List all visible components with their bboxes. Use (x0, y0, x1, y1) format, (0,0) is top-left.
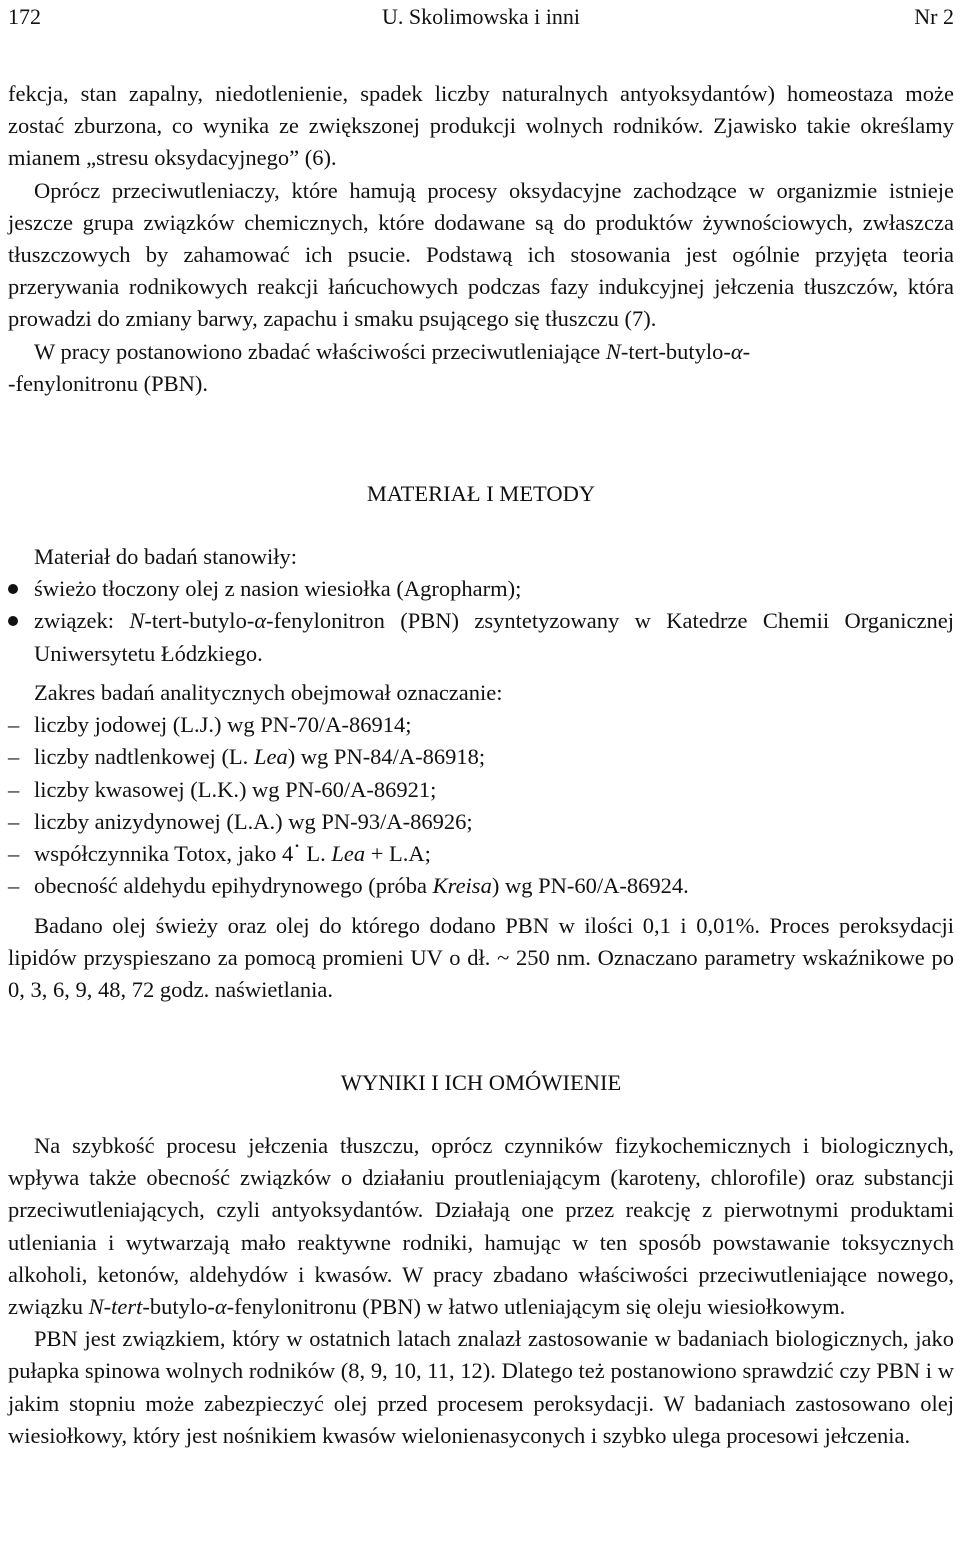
bullet-icon (8, 616, 18, 626)
intro-section (8, 78, 954, 400)
list-item: – liczby jodowej (L.J.) wg PN-70/A-86914; (8, 709, 954, 741)
page-number: 172 (8, 4, 41, 29)
analysis-intro: Zakres badań analitycznych obejmował oznaczanie: (34, 680, 503, 705)
analysis-list (8, 677, 954, 902)
results-paragraph-1: Na szybkość procesu jełczenia tłuszczu, oprócz czynników fizykochemicznych i biologicznych, wpływa także obecność związków o działaniu proutleniającym (karoteny, chlorofile) oraz substancji przeciwutleniających, czyli antyoksydantów. Działają one przez reakcję z pierwotnymi produktami utleniania i wytwarzają mało reaktywne rodniki, hamując w ten sposób powstawanie toksycznych alkoholi, ketonów, aldehydów i kwasów. W pracy zbadano właściwości przeciwutleniające nowego, związku N-tert-butylo-α-fenylonitronu (PBN) w łatwo utleniającym się oleju wiesiołkowym. (8, 1133, 954, 1320)
materials-intro: Materiał do badań stanowiły: (34, 544, 298, 569)
list-item: – obecność aldehydu epihydrynowego (próba Kreisa) wg PN-60/A-86924. (8, 870, 954, 902)
results-paragraph-2: PBN jest związkiem, który w ostatnich latach znalazł zastosowanie w badaniach biologicznych, jako pułapka spinowa wolnych rodników (8, 9, 10, 11, 12). Dlatego też postanowiono sprawdzić czy PBN i w jakim stopniu może zabezpieczyć olej przed procesem peroksydacji. W badaniach zastosowano olej wiesiołkowy, który jest nośnikiem kwasów wielonienasyconych i szybko ulega procesowi jełczenia. (8, 1326, 954, 1448)
dash-marker: – (8, 873, 20, 899)
intro-paragraph-2: Oprócz przeciwutleniaczy, które hamują procesy oksydacyjne zachodzące w organizmie istnieje jeszcze grupa związków chemicznych, które dodawane są do produktów żywnościowych, zwłaszcza tłuszczowych by zahamować ich psucie. Podstawą ich stosowania jest ogólnie przyjęta teoria przerywania rodnikowych reakcji łańcuchowych podczas fazy indukcyjnej jełczenia tłuszczów, która prowadzi do zmiany barwy, zapachu i smaku psującego się tłuszczu (7). (8, 177, 954, 332)
list-item: – liczby kwasowej (L.K.) wg PN-60/A-86921; (8, 774, 954, 806)
section-heading-methods: MATERIAŁ I METODY (366, 481, 596, 506)
list-item: – liczby nadtlenkowej (L. Lea) wg PN-84/A-86918; (8, 741, 954, 773)
results-section (8, 1130, 954, 1452)
dash-marker: – (8, 808, 20, 834)
list-item: świeżo tłoczony olej z nasion wiesiołka (Agropharm); (8, 573, 954, 605)
bullet-icon (8, 584, 18, 594)
intro-paragraph-3: W pracy postanowiono zbadać właściwości przeciwutleniające N-tert-butylo-α- -fenylonitronu (PBN). (8, 338, 751, 396)
intro-paragraph-1: fekcja, stan zapalny, niedotlenienie, spadek liczby naturalnych antyoksydantów) homeostaza może zostać zburzona, co wynika ze zwiększonej produkcji wolnych rodników. Zjawisko takie określamy mianem „stresu oksydacyjnego” (6). (8, 81, 954, 171)
procedure-section (8, 910, 954, 1007)
section-heading-results: WYNIKI I ICH OMÓWIENIE (340, 1070, 622, 1095)
issue-number: Nr 2 (914, 4, 954, 29)
list-item: – liczby anizydynowej (L.A.) wg PN-93/A-86926; (8, 806, 954, 838)
list-item: – współczynnika Totox, jako 4· L. Lea + L.A; (8, 838, 954, 870)
dash-marker: – (8, 712, 20, 738)
dash-marker: – (8, 744, 20, 770)
list-item: związek: N-tert-butylo-α-fenylonitron (PBN) zsyntetyzowany w Katedrze Chemii Organicznej Uniwersytetu Łódzkiego. (8, 605, 954, 669)
dash-marker: – (8, 841, 20, 867)
running-title: U. Skolimowska i inni (381, 4, 580, 29)
dash-marker: – (8, 776, 20, 802)
running-header (8, 0, 954, 34)
materials-list (8, 541, 954, 670)
procedure-paragraph: Badano olej świeży oraz olej do którego dodano PBN w ilości 0,1 i 0,01%. Proces peroksydacji lipidów przyspieszano za pomocą promieni UV o dł. ~ 250 nm. Oznaczano parametry wskaźnikowe po 0, 3, 6, 9, 48, 72 godz. naświetlania. (8, 913, 954, 1003)
